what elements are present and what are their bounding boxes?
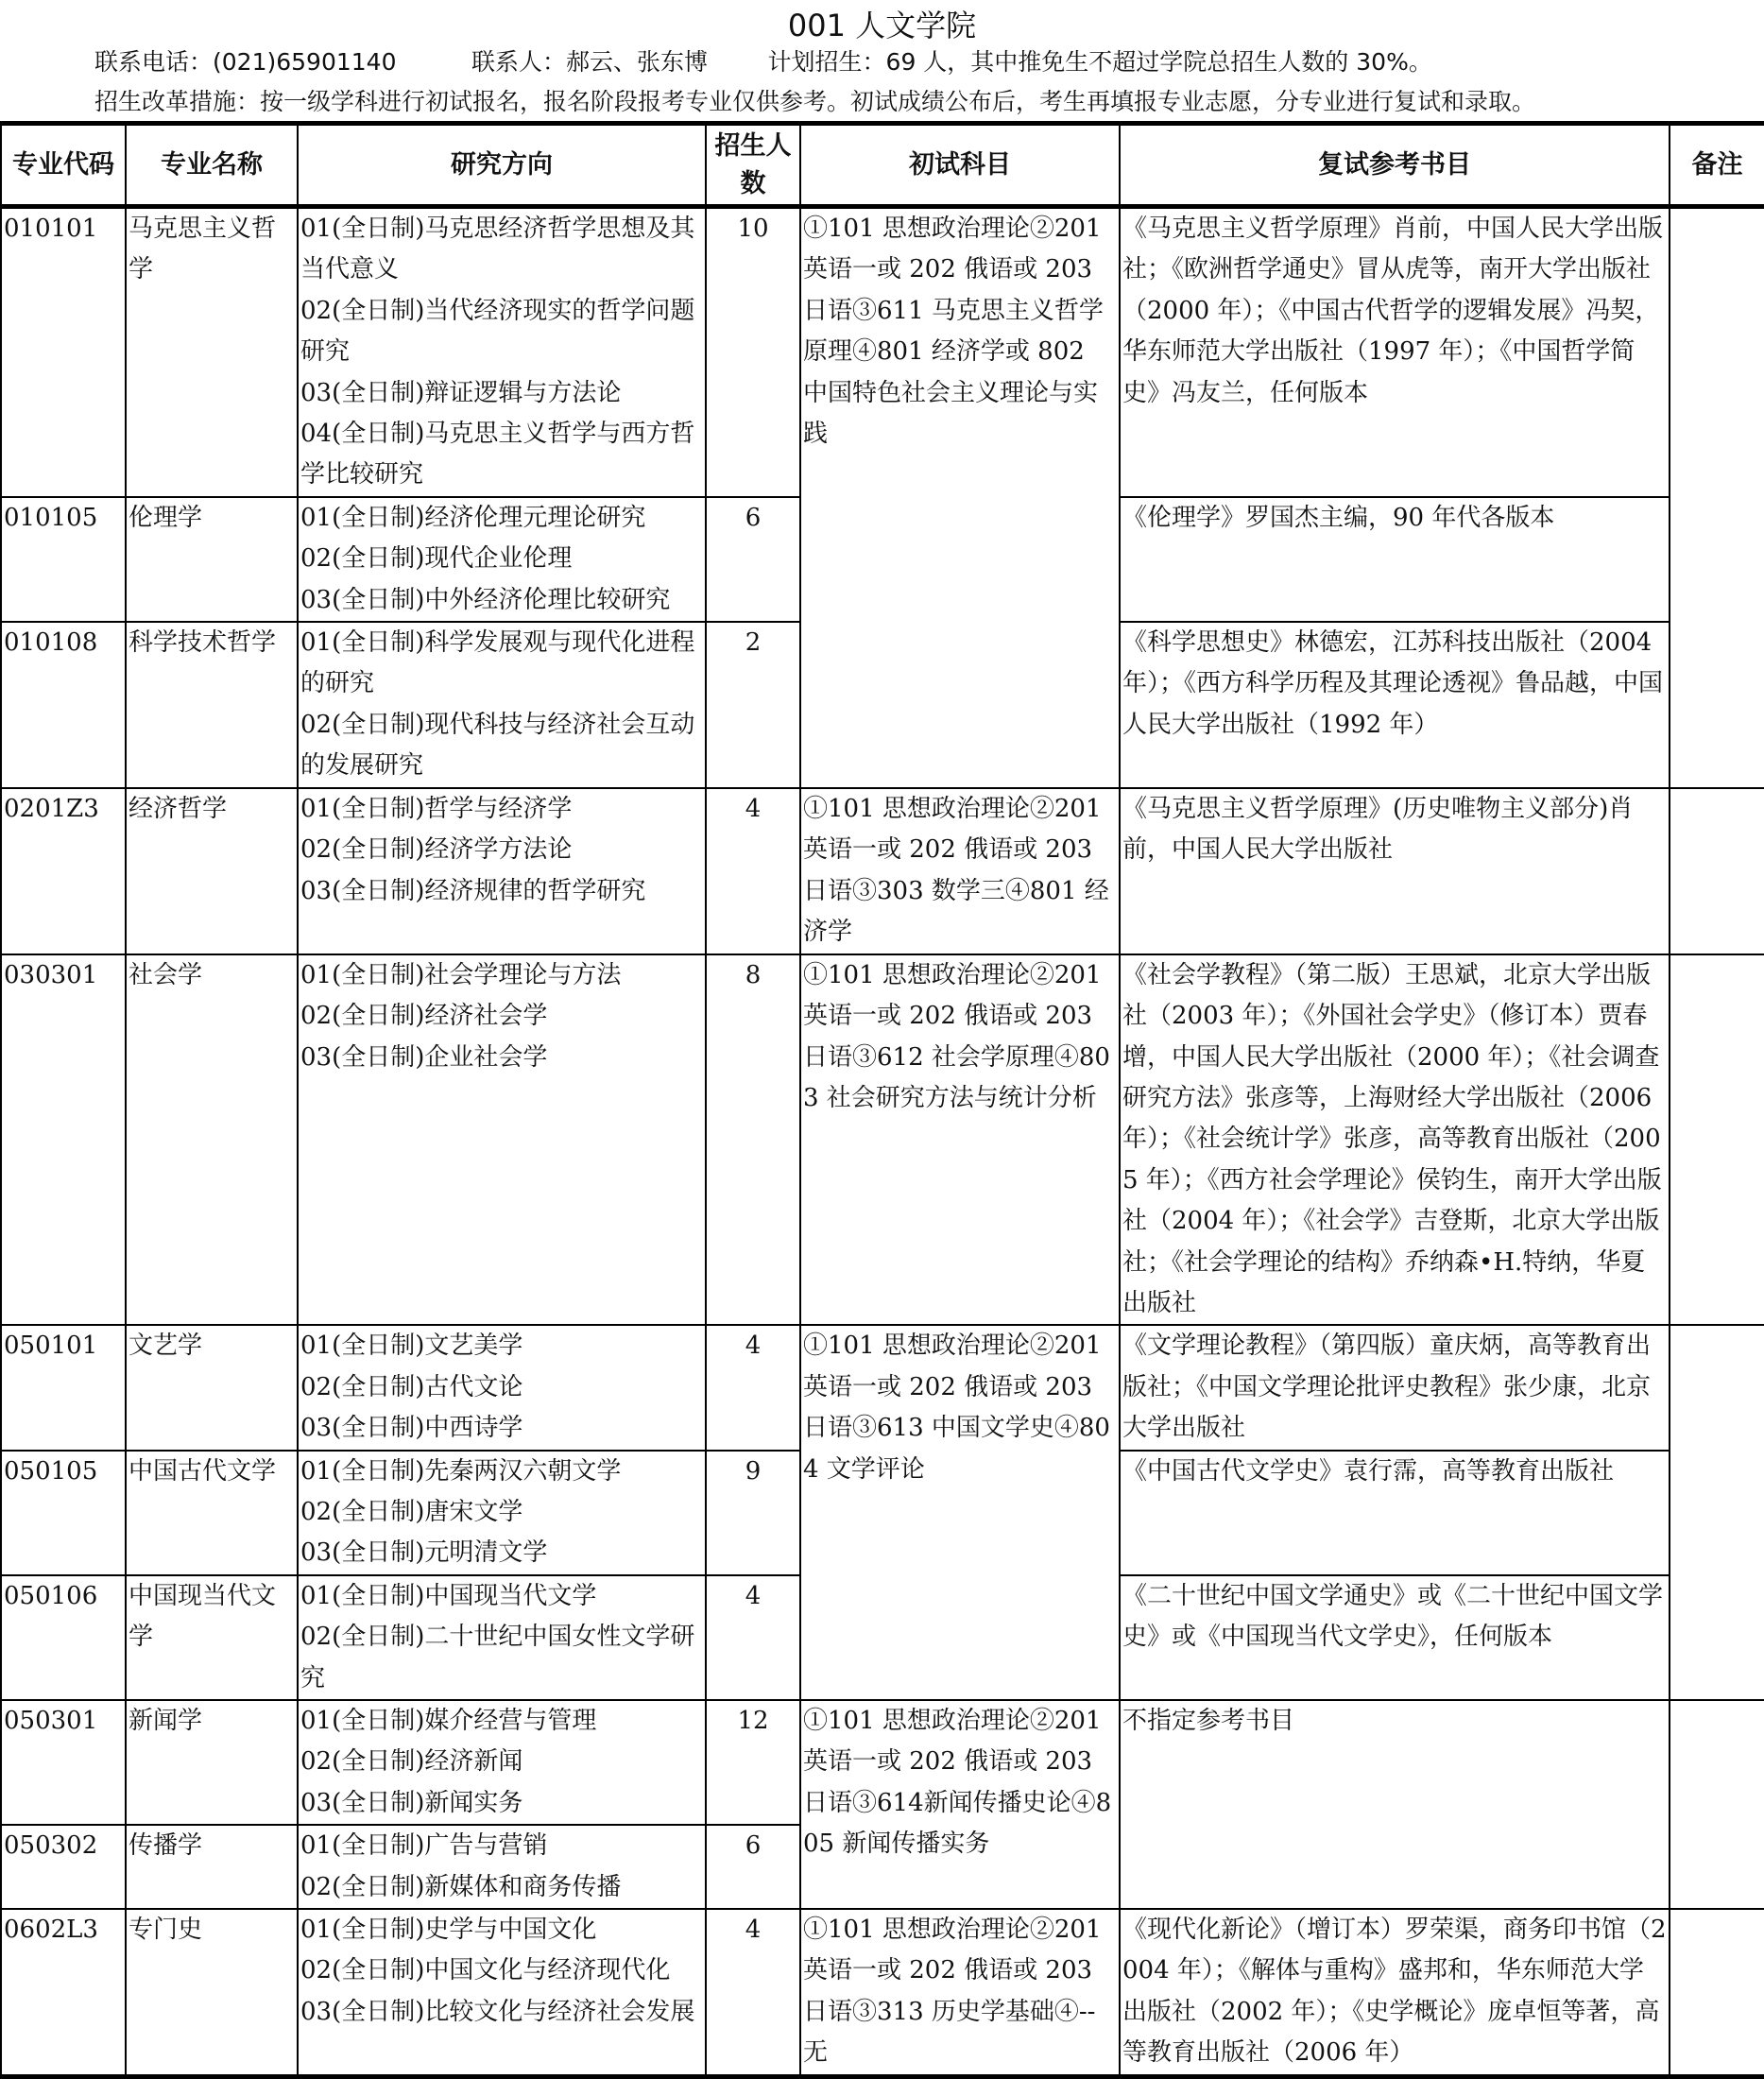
contact-line bbox=[94, 43, 1432, 77]
enrollment-count: 12 bbox=[706, 1700, 800, 1825]
reference-books: 《社会学教程》（第二版）王思斌，北京大学出版社（2003 年）；《外国社会学史》（修订本）贾春增，中国人民大学出版社（2000 年）；《社会调查研究方法》张彦等，上海财经大学出版社（2006 年）；《社会统计学》张彦，高等教育出版社（2005 年）；《西方社会学理论》侯钧生，南开大学出版社（2004 年）；《社会学》吉登斯，北京大学出版社；《社会学理论的结构》乔纳森•H.特纳，华夏出版社 bbox=[1120, 954, 1670, 1326]
direction-item: 02(全日制)新媒体和商务传播 bbox=[300, 1872, 622, 1901]
remarks bbox=[1670, 788, 1764, 954]
major-name: 马克思主义哲学 bbox=[126, 207, 298, 497]
direction-item: 02(全日制)中国文化与经济现代化 bbox=[300, 1956, 671, 1985]
enrollment-plan: 计划招生：69 人，其中推免生不超过学院总招生人数的 30%。 bbox=[767, 48, 1432, 76]
major-code: 050101 bbox=[1, 1325, 126, 1450]
direction-item: 02(全日制)经济学方法论 bbox=[300, 835, 573, 865]
direction-item: 03(全日制)元明清文学 bbox=[300, 1538, 548, 1568]
major-name: 经济哲学 bbox=[126, 788, 298, 954]
exam-subjects: ①101 思想政治理论②201 英语一或 202 俄语或 203 日语③614新闻传播史论④805 新闻传播实务 bbox=[800, 1700, 1120, 1909]
major-name: 中国现当代文学 bbox=[126, 1575, 298, 1700]
table-row bbox=[1, 207, 1764, 497]
reference-books: 《伦理学》罗国杰主编，90 年代各版本 bbox=[1120, 497, 1670, 622]
exam-subjects: ①101 思想政治理论②201 英语一或 202 俄语或 203 日语③313 历史学基础④--无 bbox=[800, 1909, 1120, 2076]
enrollment-count: 4 bbox=[706, 788, 800, 954]
reference-books: 《科学思想史》林德宏，江苏科技出版社（2004年）；《西方科学历程及其理论透视》鲁品越，中国人民大学出版社（1992 年） bbox=[1120, 622, 1670, 788]
research-directions bbox=[298, 1825, 706, 1909]
research-directions bbox=[298, 207, 706, 497]
direction-item: 01(全日制)科学发展观与现代化进程的研究 bbox=[300, 628, 695, 698]
direction-item: 02(全日制)现代科技与经济社会互动的发展研究 bbox=[300, 710, 695, 781]
direction-item: 01(全日制)马克思经济哲学思想及其当代意义 bbox=[300, 215, 695, 284]
header-remarks: 备注 bbox=[1670, 124, 1764, 207]
header-name: 专业名称 bbox=[126, 124, 298, 207]
direction-item: 01(全日制)媒介经营与管理 bbox=[300, 1707, 597, 1735]
major-code: 050105 bbox=[1, 1451, 126, 1575]
major-code: 0602L3 bbox=[1, 1909, 126, 2076]
research-directions bbox=[298, 1700, 706, 1825]
reference-books: 不指定参考书目 bbox=[1120, 1700, 1670, 1909]
research-directions bbox=[298, 497, 706, 622]
major-name: 专门史 bbox=[126, 1909, 298, 2076]
table-row bbox=[1, 1700, 1764, 1825]
reference-books: 《二十世纪中国文学通史》或《二十世纪中国文学史》或《中国现当代文学史》，任何版本 bbox=[1120, 1575, 1670, 1700]
remarks bbox=[1670, 1325, 1764, 1700]
direction-item: 03(全日制)比较文化与经济社会发展 bbox=[300, 1997, 695, 2026]
remarks bbox=[1670, 207, 1764, 789]
direction-item: 01(全日制)哲学与经济学 bbox=[300, 795, 573, 824]
major-code: 0201Z3 bbox=[1, 788, 126, 954]
page-title: 001 人文学院 bbox=[787, 8, 977, 43]
exam-subjects: ①101 思想政治理论②201 英语一或 202 俄语或 203 日语③303 数学三④801 经济学 bbox=[800, 788, 1120, 954]
direction-item: 01(全日制)中国现当代文学 bbox=[300, 1581, 597, 1610]
direction-item: 03(全日制)中西诗学 bbox=[300, 1414, 523, 1443]
exam-subjects: ①101 思想政治理论②201 英语一或 202 俄语或 203 日语③611 马克思主义哲学原理④801 经济学或 802 中国特色社会主义理论与实践 bbox=[800, 207, 1120, 789]
reference-books: 《现代化新论》（增订本）罗荣渠，商务印书馆（2004 年）；《解体与重构》盛邦和，华东师范大学出版社（2002 年）；《史学概论》庞卓恒等著，高等教育出版社（2006 年） bbox=[1120, 1909, 1670, 2076]
direction-item: 03(全日制)辩证逻辑与方法论 bbox=[300, 378, 622, 407]
enrollment-count: 2 bbox=[706, 622, 800, 788]
direction-item: 04(全日制)马克思主义哲学与西方哲学比较研究 bbox=[300, 420, 695, 490]
header-direction: 研究方向 bbox=[298, 124, 706, 207]
direction-item: 03(全日制)中外经济伦理比较研究 bbox=[300, 585, 671, 614]
direction-item: 03(全日制)企业社会学 bbox=[300, 1042, 548, 1072]
major-name: 中国古代文学 bbox=[126, 1451, 298, 1575]
reference-books: 《中国古代文学史》袁行霈，高等教育出版社 bbox=[1120, 1451, 1670, 1575]
major-code: 050301 bbox=[1, 1700, 126, 1825]
major-name: 文艺学 bbox=[126, 1325, 298, 1450]
research-directions bbox=[298, 1451, 706, 1575]
table-row bbox=[1, 1325, 1764, 1450]
major-code: 010105 bbox=[1, 497, 126, 622]
direction-item: 01(全日制)史学与中国文化 bbox=[300, 1916, 597, 1945]
reference-books: 《文学理论教程》（第四版）童庆炳，高等教育出版社；《中国文学理论批评史教程》张少康，北京大学出版社 bbox=[1120, 1325, 1670, 1450]
direction-item: 03(全日制)经济规律的哲学研究 bbox=[300, 876, 646, 905]
contact-phone: 联系电话：(021)65901140 bbox=[94, 48, 397, 76]
remarks bbox=[1670, 1909, 1764, 2076]
header-exam: 初试科目 bbox=[800, 124, 1120, 207]
enrollment-count: 4 bbox=[706, 1575, 800, 1700]
direction-item: 01(全日制)社会学理论与方法 bbox=[300, 960, 622, 989]
major-name: 社会学 bbox=[126, 954, 298, 1326]
direction-item: 02(全日制)经济社会学 bbox=[300, 1002, 548, 1031]
reform-note: 招生改革措施：按一级学科进行初试报名，报名阶段报考专业仅供参考。初试成绩公布后，考生再填报专业志愿，分专业进行复试和录取。 bbox=[94, 88, 1536, 115]
major-code: 030301 bbox=[1, 954, 126, 1326]
major-name: 科学技术哲学 bbox=[126, 622, 298, 788]
research-directions bbox=[298, 954, 706, 1326]
direction-item: 02(全日制)现代企业伦理 bbox=[300, 544, 573, 574]
enrollment-count: 10 bbox=[706, 207, 800, 497]
enrollment-count: 9 bbox=[706, 1451, 800, 1575]
enrollment-count: 6 bbox=[706, 497, 800, 622]
major-name: 伦理学 bbox=[126, 497, 298, 622]
header-count: 招生人数 bbox=[706, 124, 800, 207]
direction-item: 01(全日制)先秦两汉六朝文学 bbox=[300, 1456, 622, 1486]
research-directions bbox=[298, 1909, 706, 2076]
major-name: 传播学 bbox=[126, 1825, 298, 1909]
research-directions bbox=[298, 1575, 706, 1700]
enrollment-count: 6 bbox=[706, 1825, 800, 1909]
enrollment-count: 4 bbox=[706, 1325, 800, 1450]
admissions-table bbox=[0, 121, 1764, 2079]
major-name: 新闻学 bbox=[126, 1700, 298, 1825]
header-code: 专业代码 bbox=[1, 124, 126, 207]
direction-item: 01(全日制)广告与营销 bbox=[300, 1831, 548, 1861]
contact-person: 联系人：郝云、张东博 bbox=[471, 48, 708, 76]
major-code: 010108 bbox=[1, 622, 126, 788]
exam-subjects: ①101 思想政治理论②201 英语一或 202 俄语或 203 日语③612 社会学原理④803 社会研究方法与统计分析 bbox=[800, 954, 1120, 1326]
research-directions bbox=[298, 788, 706, 954]
research-directions bbox=[298, 1325, 706, 1450]
reference-books: 《马克思主义哲学原理》肖前，中国人民大学出版社；《欧洲哲学通史》冒从虎等，南开大学出版社（2000 年）；《中国古代哲学的逻辑发展》冯契，华东师范大学出版社（1997 年）；《中国哲学简史》冯友兰，任何版本 bbox=[1120, 207, 1670, 497]
remarks bbox=[1670, 954, 1764, 1326]
direction-item: 02(全日制)当代经济现实的哲学问题研究 bbox=[300, 296, 695, 367]
direction-item: 02(全日制)经济新闻 bbox=[300, 1747, 523, 1777]
header-books: 复试参考书目 bbox=[1120, 124, 1670, 207]
research-directions bbox=[298, 622, 706, 788]
reference-books: 《马克思主义哲学原理》(历史唯物主义部分)肖前，中国人民大学出版社 bbox=[1120, 788, 1670, 954]
direction-item: 03(全日制)新闻实务 bbox=[300, 1788, 523, 1817]
table-row bbox=[1, 1909, 1764, 2076]
major-code: 050106 bbox=[1, 1575, 126, 1700]
major-code: 050302 bbox=[1, 1825, 126, 1909]
direction-item: 01(全日制)经济伦理元理论研究 bbox=[300, 503, 646, 532]
enrollment-count: 4 bbox=[706, 1909, 800, 2076]
major-code: 010101 bbox=[1, 207, 126, 497]
table-row bbox=[1, 954, 1764, 1326]
enrollment-count: 8 bbox=[706, 954, 800, 1326]
exam-subjects: ①101 思想政治理论②201 英语一或 202 俄语或 203 日语③613 中国文学史④804 文学评论 bbox=[800, 1325, 1120, 1700]
table-header bbox=[1, 124, 1764, 207]
direction-item: 02(全日制)古代文论 bbox=[300, 1372, 523, 1401]
direction-item: 02(全日制)二十世纪中国女性文学研究 bbox=[300, 1623, 695, 1692]
table-row bbox=[1, 788, 1764, 954]
remarks bbox=[1670, 1700, 1764, 1909]
direction-item: 01(全日制)文艺美学 bbox=[300, 1332, 523, 1361]
direction-item: 02(全日制)唐宋文学 bbox=[300, 1497, 523, 1526]
